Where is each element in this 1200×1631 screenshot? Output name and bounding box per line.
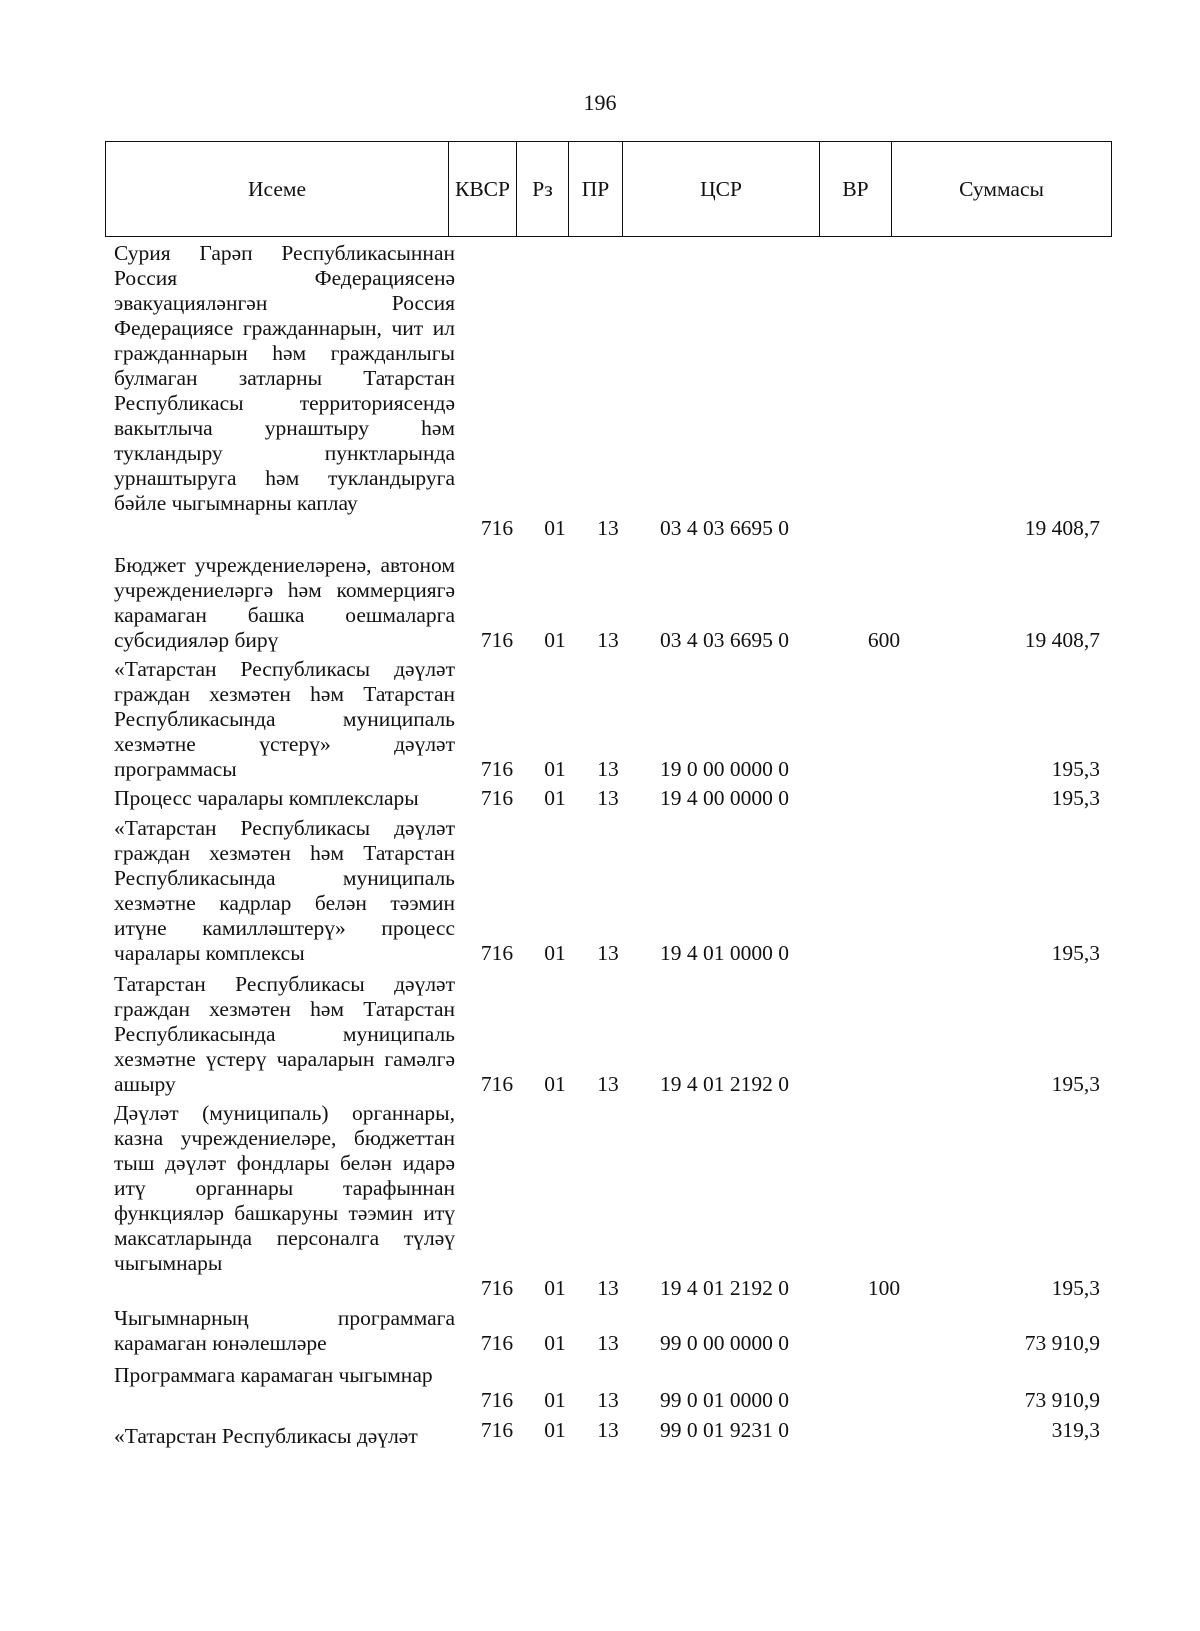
table-row bbox=[0, 1306, 1200, 1356]
row-pr: 13 bbox=[597, 628, 619, 652]
row-csr: 99 0 01 0000 0 bbox=[660, 1388, 789, 1412]
row-rz: 01 bbox=[544, 1418, 566, 1442]
row-sum: 19 408,7 bbox=[1024, 516, 1100, 540]
header-name: Исеме bbox=[247, 176, 307, 201]
row-name: «Татарстан Республикасы дәүләт граждан хезмәтен һәм Татарстан Республикасында муниципаль хезмәтне үстерү» дәүләт программасы bbox=[114, 657, 455, 781]
table-row bbox=[0, 553, 1200, 653]
row-pr: 13 bbox=[597, 786, 619, 810]
row-sum: 73 910,9 bbox=[1024, 1331, 1100, 1355]
header-vr: ВР bbox=[819, 142, 891, 236]
row-sum: 195,3 bbox=[1051, 1072, 1100, 1096]
row-rz: 01 bbox=[544, 786, 566, 810]
row-pr: 13 bbox=[597, 516, 619, 540]
header-kvsr: КВСР bbox=[448, 142, 516, 236]
row-kvsr: 716 bbox=[480, 516, 514, 540]
row-kvsr: 716 bbox=[480, 757, 514, 781]
row-rz: 01 bbox=[544, 628, 566, 652]
row-kvsr: 716 bbox=[480, 941, 514, 965]
row-sum: 195,3 bbox=[1051, 941, 1100, 965]
row-rz: 01 bbox=[544, 941, 566, 965]
row-kvsr: 716 bbox=[480, 628, 514, 652]
header-rz: Рз bbox=[516, 142, 568, 236]
row-pr: 13 bbox=[597, 941, 619, 965]
table-row bbox=[0, 1363, 1200, 1413]
row-pr: 13 bbox=[597, 757, 619, 781]
row-vr: 100 bbox=[867, 1276, 901, 1300]
row-pr: 13 bbox=[597, 1331, 619, 1355]
row-kvsr: 716 bbox=[480, 1331, 514, 1355]
row-csr: 99 0 01 9231 0 bbox=[660, 1418, 789, 1442]
row-pr: 13 bbox=[597, 1388, 619, 1412]
row-pr: 13 bbox=[597, 1276, 619, 1300]
row-kvsr: 716 bbox=[480, 1388, 514, 1412]
header-pr: ПР bbox=[568, 142, 622, 236]
table-row bbox=[0, 241, 1200, 541]
row-csr: 19 0 00 0000 0 bbox=[660, 757, 789, 781]
row-sum: 319,3 bbox=[1051, 1418, 1100, 1442]
row-vr: 600 bbox=[867, 628, 901, 652]
row-sum: 19 408,7 bbox=[1024, 628, 1100, 652]
row-name: Чыгымнарның программага карамаган юнәлешләре bbox=[114, 1306, 455, 1355]
row-name: Дәүләт (муниципаль) органнары, казна учреждениеләре, бюджеттан тыш дәүләт фондлары белән идарә итү органнары тарафыннан функцияләр башкаруны тәэмин итү максатларында персоналга түләү чыгымнары bbox=[114, 1101, 455, 1275]
row-name: Процесс чаралары комплекслары bbox=[114, 786, 419, 810]
row-sum: 195,3 bbox=[1051, 1276, 1100, 1300]
row-name: Бюджет учреждениеләренә, автоном учреждениеләргә һәм коммерциягә карамаган башка оешмаларга субсидияләр бирү bbox=[114, 553, 455, 652]
row-csr: 99 0 00 0000 0 bbox=[660, 1331, 789, 1355]
row-kvsr: 716 bbox=[480, 1276, 514, 1300]
row-csr: 19 4 01 2192 0 bbox=[660, 1072, 789, 1096]
row-sum: 195,3 bbox=[1051, 757, 1100, 781]
row-name: Татарстан Республикасы дәүләт граждан хезмәтен һәм Татарстан Республикасында муниципаль хезмәтне үстерү чараларын гамәлгә ашыру bbox=[114, 972, 455, 1096]
row-name: Сурия Гарәп Республикасыннан Россия Федерациясенә эвакуацияләнгән Россия Федерациясе гражданнарын, чит ил гражданнарын һәм гражданлыгы булмаган затларны Татарстан Республикасы территориясендә вакытлыча урнаштыру һәм тукландыру пунктларында урнаштыруга һәм тукландыруга бәйле чыгымнарны каплау bbox=[114, 241, 455, 515]
page-number: 196 bbox=[583, 90, 617, 115]
row-kvsr: 716 bbox=[480, 1072, 514, 1096]
row-sum: 73 910,9 bbox=[1024, 1388, 1100, 1412]
row-rz: 01 bbox=[544, 516, 566, 540]
table-row bbox=[0, 786, 1200, 811]
table-header bbox=[105, 141, 1112, 237]
header-sum: Суммасы bbox=[891, 142, 1111, 236]
row-pr: 13 bbox=[597, 1418, 619, 1442]
row-kvsr: 716 bbox=[480, 786, 514, 810]
row-csr: 19 4 01 2192 0 bbox=[660, 1276, 789, 1300]
row-csr: 03 4 03 6695 0 bbox=[660, 628, 789, 652]
row-csr: 19 4 00 0000 0 bbox=[660, 786, 789, 810]
table-row bbox=[0, 1101, 1200, 1301]
row-csr: 19 4 01 0000 0 bbox=[660, 941, 789, 965]
row-rz: 01 bbox=[544, 1276, 566, 1300]
row-rz: 01 bbox=[544, 757, 566, 781]
table-row bbox=[0, 816, 1200, 966]
header-csr: ЦСР bbox=[622, 142, 819, 236]
table-row bbox=[0, 1418, 1200, 1448]
row-kvsr: 716 bbox=[480, 1418, 514, 1442]
table-row bbox=[0, 657, 1200, 782]
row-name: «Татарстан Республикасы дәүләт граждан хезмәтен һәм Татарстан Республикасында муниципаль хезмәтне кадрлар белән тәэмин итүне камилләштерү» процесс чаралары комплексы bbox=[114, 816, 455, 965]
row-sum: 195,3 bbox=[1051, 786, 1100, 810]
row-pr: 13 bbox=[597, 1072, 619, 1096]
row-rz: 01 bbox=[544, 1388, 566, 1412]
row-name: «Татарстан Республикасы дәүләт bbox=[114, 1424, 418, 1448]
table-row bbox=[0, 972, 1200, 1097]
row-name: Программага карамаган чыгымнар bbox=[114, 1363, 433, 1387]
row-csr: 03 4 03 6695 0 bbox=[660, 516, 789, 540]
row-rz: 01 bbox=[544, 1072, 566, 1096]
row-rz: 01 bbox=[544, 1331, 566, 1355]
